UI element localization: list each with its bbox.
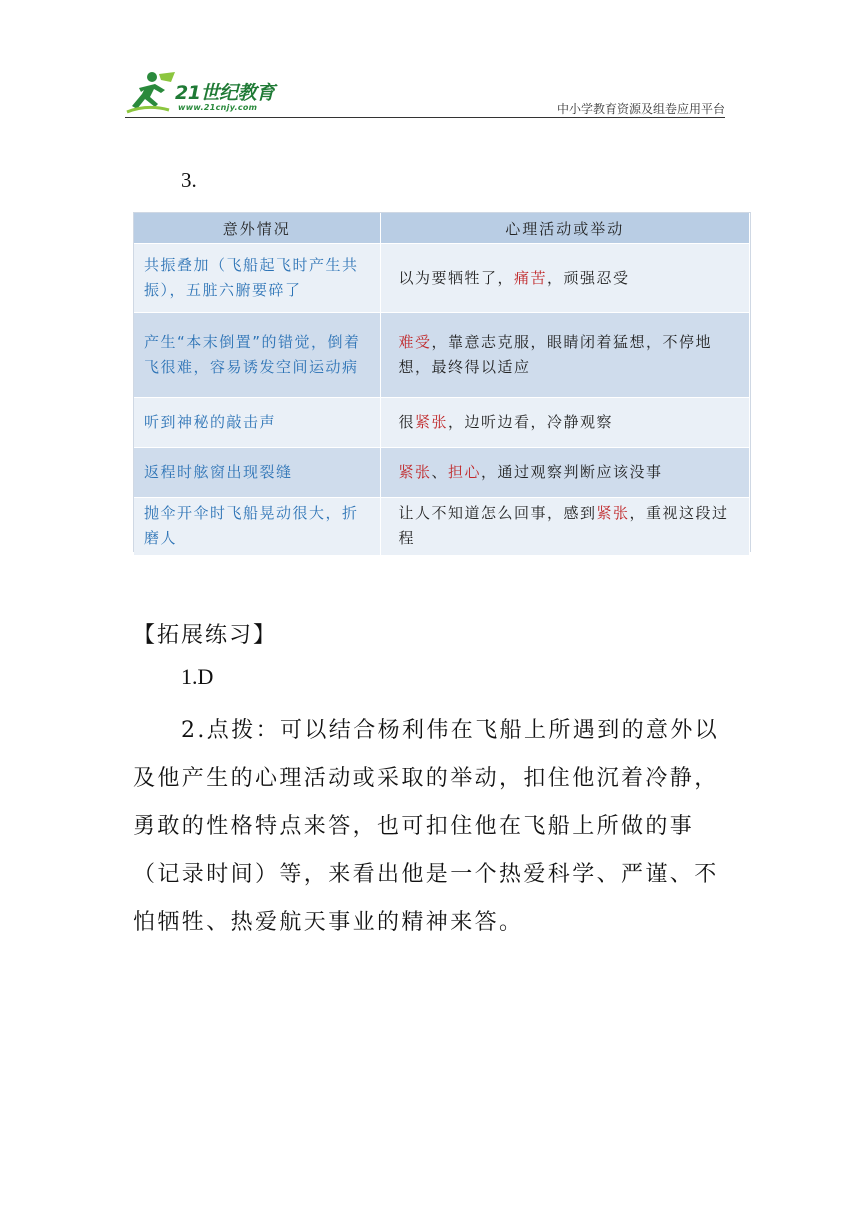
emotion-highlight: 紧张 <box>415 413 449 431</box>
situation-cell: 产生“本末倒置”的错觉，倒着飞很难，容易诱发空间运动病 <box>134 313 380 398</box>
action-text: ，顽强忍受 <box>547 268 630 287</box>
emotion-highlight: 担心 <box>448 463 482 481</box>
action-text: 很 <box>398 413 416 431</box>
action-text: ，通过观察判断应该没事 <box>481 463 663 481</box>
section-heading: 【拓展练习】 <box>133 623 278 648</box>
column-header: 意外情况 <box>134 213 380 244</box>
action-cell <box>380 498 750 555</box>
table-row <box>134 498 750 555</box>
situation-cell: 共振叠加（飞船起飞时产生共振），五脏六腑要碎了 <box>134 244 380 313</box>
table-row <box>134 313 750 398</box>
logo-url: www.21cnjy.com <box>178 103 258 112</box>
action-text: ，边听边看，冷静观察 <box>448 413 614 431</box>
platform-name: 中小学教育资源及组卷应用平台 <box>556 102 725 116</box>
action-cell <box>380 313 750 398</box>
situation-cell: 返程时舷窗出现裂缝 <box>134 448 380 498</box>
emotion-highlight: 难受 <box>398 333 432 351</box>
situation-cell: 抛伞开伞时飞船晃动很大，折磨人 <box>134 498 380 555</box>
table-row <box>134 398 750 448</box>
answer-1: 1.D <box>181 664 214 689</box>
situation-cell: 听到神秘的敲击声 <box>134 398 380 448</box>
section-number: 3. <box>181 168 197 192</box>
table-row <box>134 244 750 313</box>
table-header-row <box>134 213 750 244</box>
action-text: 让人不知道怎么回事，感到 <box>398 504 597 523</box>
page-header <box>125 62 725 120</box>
emotion-highlight: 紧张 <box>596 504 630 523</box>
action-cell <box>380 448 750 498</box>
action-text: ，靠意志克服，眼睛闭着猛想，不停地想，最终得以适应 <box>398 333 713 376</box>
table-row <box>134 448 750 498</box>
answer-2-paragraph: 2.点拨：可以结合杨利伟在飞船上所遇到的意外以及他产生的心理活动或采取的举动，扣住他沉着冷静，勇敢的性格特点来答，也可扣住他在飞船上所做的事（记录时间）等，来看出他是一个热爱科学、严谨、不怕牺牲、热爱航天事业的精神来答。 <box>133 718 720 935</box>
action-text: 、 <box>431 463 449 481</box>
runner-logo-icon <box>125 68 177 114</box>
logo-text: 21世纪教育 <box>175 82 275 104</box>
action-text: 以为要牺牲了， <box>398 268 515 287</box>
logo <box>125 68 295 118</box>
emotion-highlight: 紧张 <box>398 463 432 481</box>
column-header: 心理活动或举动 <box>380 213 750 244</box>
header-divider <box>125 117 725 118</box>
action-text: ，重视这段过程 <box>398 504 729 548</box>
action-cell <box>380 398 750 448</box>
action-cell <box>380 244 750 313</box>
answer-table <box>133 212 751 552</box>
emotion-highlight: 痛苦 <box>514 268 548 287</box>
